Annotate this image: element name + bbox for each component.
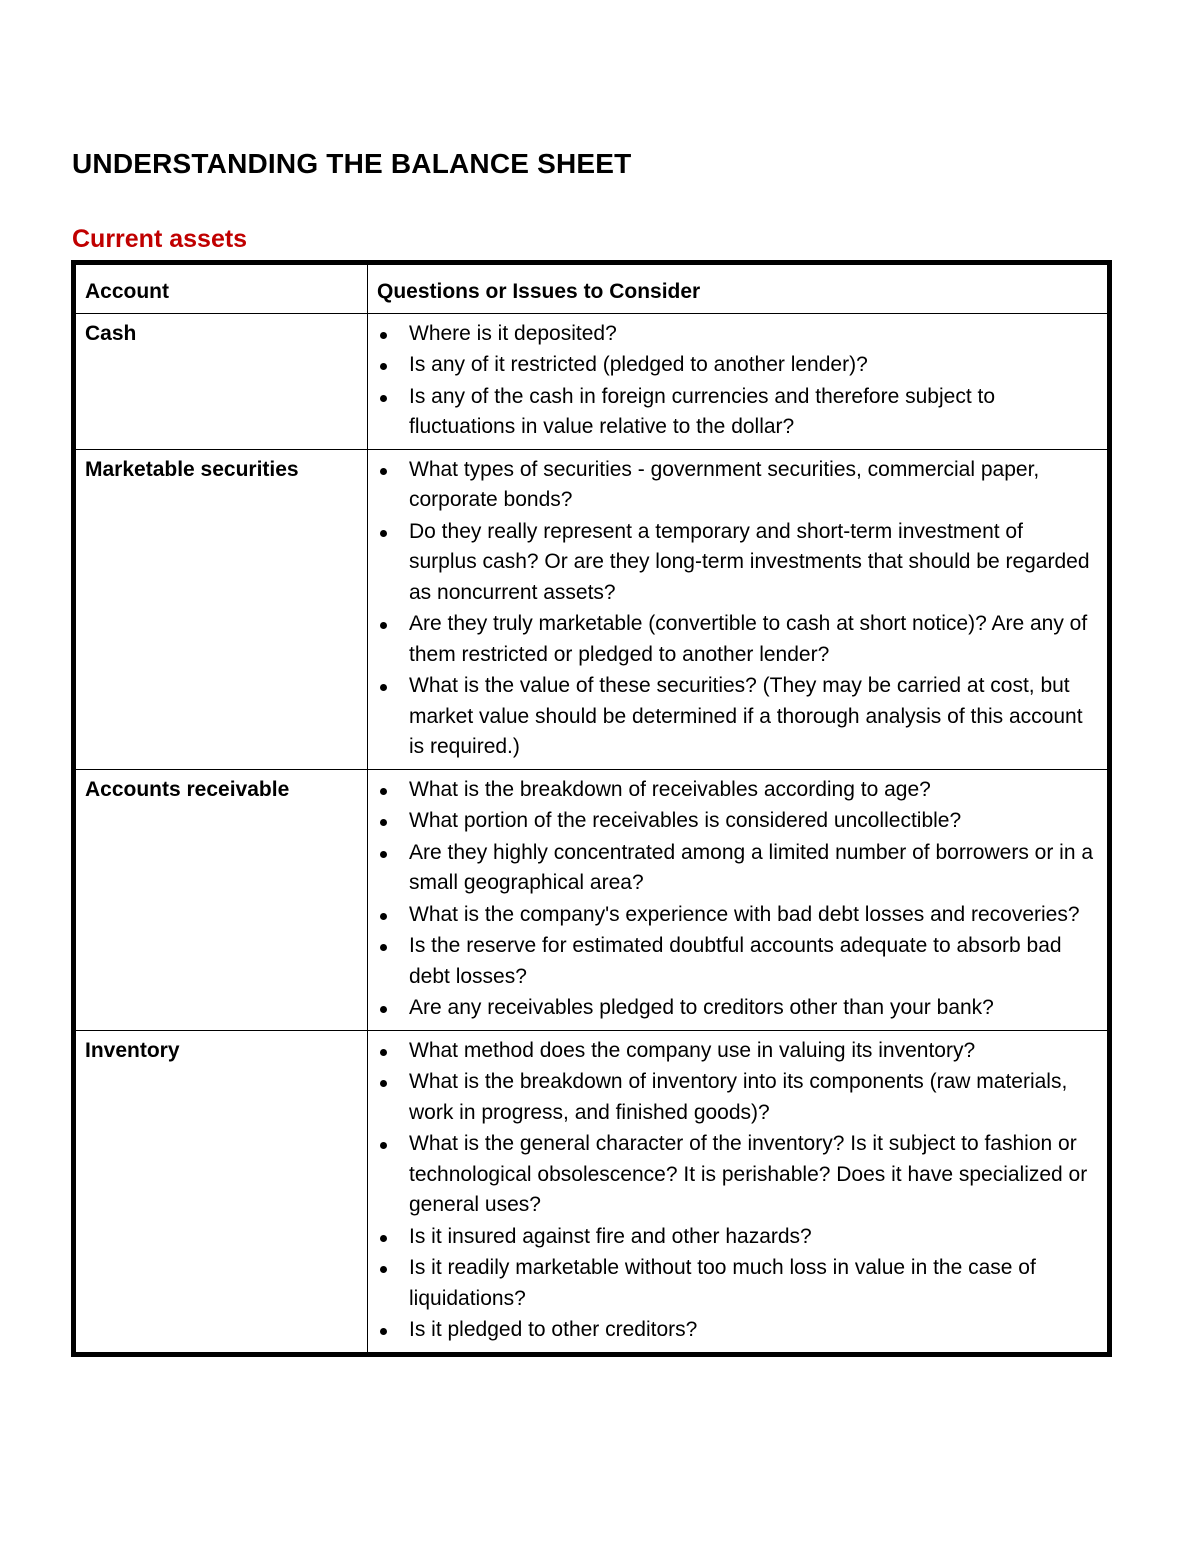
- list-item: [376, 931, 1095, 992]
- question-text: Where is it deposited?: [409, 321, 617, 345]
- list-item: [376, 455, 1095, 516]
- question-text: What is the company's experience with bad debt losses and recoveries?: [409, 902, 1080, 926]
- question-text: What method does the company use in valuing its inventory?: [409, 1038, 976, 1062]
- page-title: UNDERSTANDING THE BALANCE SHEET: [72, 148, 632, 179]
- list-item: [376, 382, 1095, 443]
- current-assets-table: [71, 260, 1112, 1357]
- table-row: [74, 769, 1110, 1030]
- table-body: [74, 313, 1110, 1354]
- list-item: [376, 775, 1095, 806]
- list-item: [376, 993, 1095, 1024]
- question-text: What portion of the receivables is considered uncollectible?: [409, 809, 962, 832]
- table-header-row: [74, 263, 1110, 314]
- questions-cell: [368, 769, 1110, 1030]
- column-header-account: Account: [74, 263, 368, 314]
- questions-cell: [368, 1030, 1110, 1354]
- section-heading: Current assets: [72, 225, 248, 253]
- bullet-icon: [380, 1049, 387, 1056]
- bullet-icon: [380, 944, 387, 951]
- account-name-cell: Inventory: [74, 1030, 368, 1354]
- question-text: What is the breakdown of inventory into its components (raw materials, work in progress, and finished goods)?: [409, 1070, 1068, 1124]
- bullet-icon: [380, 622, 387, 629]
- list-item: [376, 1036, 1095, 1067]
- bullet-icon: [380, 363, 387, 370]
- bullet-icon: [380, 1235, 387, 1242]
- question-text: Is the reserve for estimated doubtful accounts adequate to absorb bad debt losses?: [409, 934, 1062, 988]
- bullet-icon: [380, 1006, 387, 1013]
- question-text: Is any of it restricted (pledged to another lender)?: [409, 353, 868, 376]
- bullet-icon: [380, 1328, 387, 1335]
- account-name-cell: Accounts receivable: [74, 769, 368, 1030]
- question-text: Is it pledged to other creditors?: [409, 1318, 698, 1341]
- bullet-icon: [380, 530, 387, 537]
- bullet-icon: [380, 788, 387, 795]
- list-item: [376, 1315, 1095, 1346]
- question-text: What is the value of these securities? (They may be carried at cost, but market value should be determined if a thorough analysis of this account is required.): [409, 674, 1083, 758]
- bullet-icon: [380, 1266, 387, 1273]
- question-list: [376, 1036, 1095, 1346]
- list-item: [376, 1067, 1095, 1128]
- question-text: What types of securities - government securities, commercial paper, corporate bonds?: [409, 457, 1040, 511]
- list-item: [376, 319, 1095, 350]
- bullet-icon: [380, 1080, 387, 1087]
- column-header-questions: Questions or Issues to Consider: [368, 263, 1110, 314]
- question-text: What is the general character of the inventory? Is it subject to fashion or technological obsolescence? It is perishable? Does it have specialized or general uses?: [409, 1132, 1088, 1216]
- questions-cell: [368, 313, 1110, 449]
- list-item: [376, 517, 1095, 609]
- bullet-icon: [380, 1142, 387, 1149]
- bullet-icon: [380, 684, 387, 691]
- question-list: [376, 319, 1095, 443]
- question-text: Is any of the cash in foreign currencies and therefore subject to fluctuations in value relative to the dollar?: [409, 384, 996, 438]
- bullet-icon: [380, 332, 387, 339]
- list-item: [376, 350, 1095, 381]
- table-row: [74, 1030, 1110, 1354]
- question-text: Is it insured against fire and other hazards?: [409, 1224, 812, 1248]
- question-list: [376, 455, 1095, 763]
- list-item: [376, 609, 1095, 670]
- bullet-icon: [380, 819, 387, 826]
- question-list: [376, 775, 1095, 1024]
- table-row: [74, 449, 1110, 769]
- bullet-icon: [380, 468, 387, 475]
- account-name-cell: Marketable securities: [74, 449, 368, 769]
- list-item: [376, 1129, 1095, 1221]
- table-row: [74, 313, 1110, 449]
- question-text: Is it readily marketable without too much loss in value in the case of liquidations?: [409, 1256, 1036, 1310]
- bullet-icon: [380, 851, 387, 858]
- list-item: [376, 900, 1095, 931]
- question-text: Do they really represent a temporary and short-term investment of surplus cash? Or are they long-term investments that should be regarded as noncurrent assets?: [409, 519, 1090, 604]
- question-text: Are any receivables pledged to creditors other than your bank?: [409, 996, 994, 1019]
- account-name-cell: Cash: [74, 313, 368, 449]
- list-item: [376, 1222, 1095, 1253]
- question-text: Are they highly concentrated among a limited number of borrowers or in a small geographical area?: [409, 840, 1094, 894]
- list-item: [376, 838, 1095, 899]
- questions-cell: [368, 449, 1110, 769]
- list-item: [376, 806, 1095, 837]
- bullet-icon: [380, 913, 387, 920]
- question-text: Are they truly marketable (convertible to cash at short notice)? Are any of them restricted or pledged to another lender?: [409, 612, 1088, 666]
- question-text: What is the breakdown of receivables according to age?: [409, 777, 931, 801]
- list-item: [376, 671, 1095, 763]
- bullet-icon: [380, 395, 387, 402]
- list-item: [376, 1253, 1095, 1314]
